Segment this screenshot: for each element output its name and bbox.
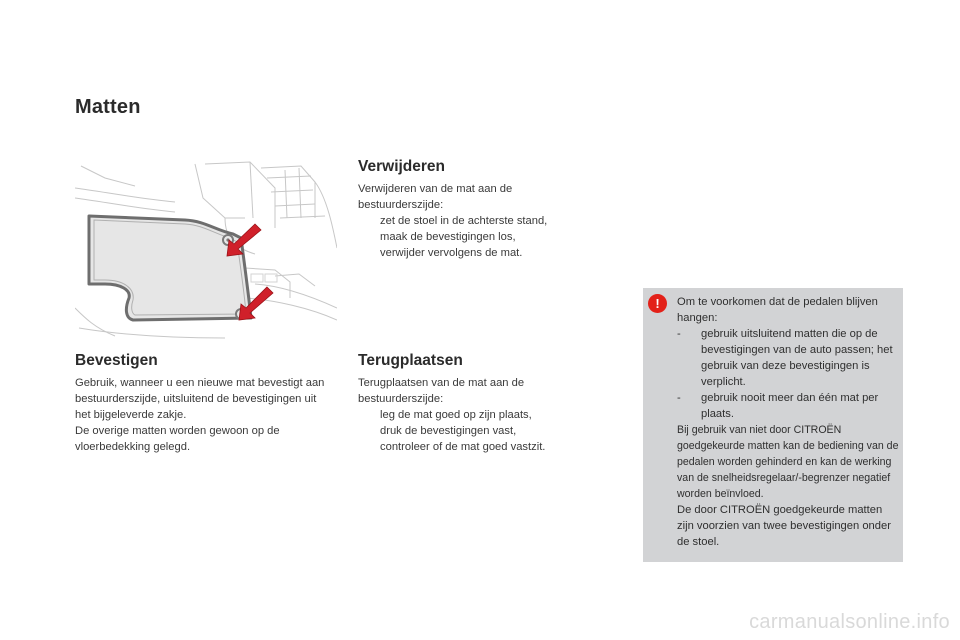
warning-list — [677, 326, 899, 422]
bevestigen-text-1: Gebruik, wanneer u een nieuwe mat bevestigt aan bestuurderszijde, uitsluitend de bevestigingen uit het bijgeleverde zakje. — [75, 377, 325, 421]
section-heading-terugplaatsen: Terugplaatsen — [358, 352, 463, 369]
list-item: verwijder vervolgens de mat. — [380, 247, 523, 259]
list-item: controleer of de mat goed vastzit. — [380, 441, 546, 453]
floor-mat — [89, 216, 251, 320]
section-heading-verwijderen: Verwijderen — [358, 158, 446, 175]
page-title: Matten — [75, 96, 141, 118]
list-item: leg de mat goed op zijn plaats, — [380, 409, 532, 421]
list-item: zet de stoel in de achterste stand, — [380, 215, 548, 227]
section-terugplaatsen — [358, 375, 573, 455]
terugplaatsen-steps — [358, 407, 573, 455]
list-item: druk de bevestigingen vast, — [380, 425, 517, 437]
warning-content — [677, 294, 899, 550]
watermark: carmanualsonline.info — [749, 611, 950, 633]
section-bevestigen — [75, 375, 333, 455]
section-verwijderen — [358, 181, 573, 261]
warning-text-2: De door CITROËN goedgekeurde matten zijn voorzien van twee bevestigingen onder de stoel. — [677, 504, 891, 548]
section-heading-bevestigen: Bevestigen — [75, 352, 158, 369]
list-item: - gebruik nooit meer dan één mat per plaats. — [677, 392, 879, 420]
verwijderen-steps — [358, 213, 573, 261]
verwijderen-intro: Verwijderen van de mat aan de bestuurderszijde: — [358, 183, 513, 211]
bevestigen-text-2: De overige matten worden gewoon op de vloerbedekking gelegd. — [75, 425, 280, 453]
floor-mat-illustration — [75, 158, 337, 344]
list-item: - gebruik uitsluitend matten die op de bevestigingen van de auto passen; het gebruik van deze bevestigingen is verplicht. — [677, 328, 893, 388]
warning-box — [643, 288, 903, 562]
exclamation-icon: ! — [648, 294, 667, 313]
warning-text-1: Bij gebruik van niet door CITROËN goedgekeurde matten kan de bediening van de pedalen worden gehinderd en kan de werking van de snelheidsregelaar/-begrenzer negatief worden beïnvloed. — [677, 424, 899, 500]
car-floor-drawing — [75, 158, 337, 344]
terugplaatsen-intro: Terugplaatsen van de mat aan de bestuurderszijde: — [358, 377, 525, 405]
warning-intro: Om te voorkomen dat de pedalen blijven hangen: — [677, 296, 878, 324]
list-item: maak de bevestigingen los, — [380, 231, 516, 243]
